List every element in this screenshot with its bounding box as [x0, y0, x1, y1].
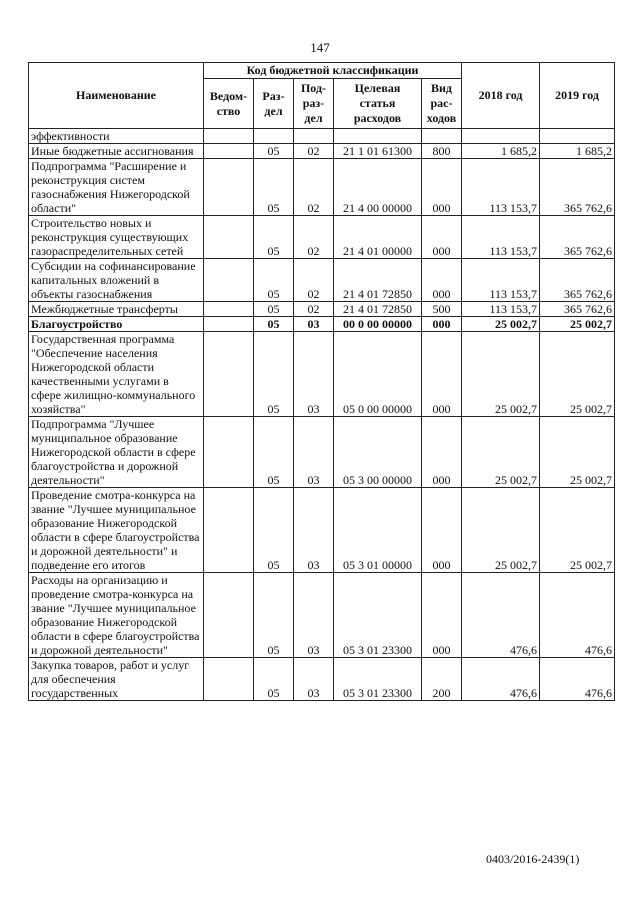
cell-podrazdel: 02: [294, 159, 334, 216]
cell-2018: 25 002,7: [462, 332, 540, 417]
cell-2019: 1 685,2: [540, 144, 615, 159]
cell-podrazdel: 02: [294, 259, 334, 302]
table-row: [29, 317, 615, 332]
cell-vid: 000: [422, 332, 462, 417]
cell-razdel: 05: [254, 332, 294, 417]
col-header-name: Наименование: [29, 63, 204, 129]
col-header-2018: 2018 год: [462, 63, 540, 129]
cell-ved: [204, 332, 254, 417]
cell-name: Межбюджетные трансферты: [29, 302, 204, 317]
cell-razdel: 05: [254, 216, 294, 259]
table-body: [29, 129, 615, 701]
cell-vid: 000: [422, 417, 462, 488]
cell-celevaya: 21 4 01 72850: [334, 259, 422, 302]
cell-celevaya: 05 3 01 00000: [334, 488, 422, 573]
cell-celevaya: [334, 129, 422, 144]
cell-2019: [540, 129, 615, 144]
cell-vid: 800: [422, 144, 462, 159]
cell-ved: [204, 129, 254, 144]
cell-razdel: [254, 129, 294, 144]
col-header-vedomstvo: Ведом- ство: [204, 79, 254, 129]
cell-2019: 365 762,6: [540, 259, 615, 302]
cell-celevaya: 05 3 00 00000: [334, 417, 422, 488]
table-row: [29, 216, 615, 259]
cell-name: Расходы на организацию и проведение смотра-конкурса на звание "Лучшее муниципальное образование Нижегородской области в сфере благоустройства и дорожной деятельности": [29, 573, 204, 658]
table-row: [29, 573, 615, 658]
cell-2019: 365 762,6: [540, 159, 615, 216]
col-header-razdel: Раз- дел: [254, 79, 294, 129]
col-header-vid: Вид рас- ходов: [422, 79, 462, 129]
cell-2018: 113 153,7: [462, 159, 540, 216]
cell-vid: 000: [422, 216, 462, 259]
cell-razdel: 05: [254, 259, 294, 302]
table-row: [29, 332, 615, 417]
cell-podrazdel: 03: [294, 317, 334, 332]
cell-name: Иные бюджетные ассигнования: [29, 144, 204, 159]
cell-2019: 25 002,7: [540, 317, 615, 332]
cell-razdel: 05: [254, 417, 294, 488]
table-header: [29, 63, 615, 129]
cell-ved: [204, 417, 254, 488]
cell-ved: [204, 488, 254, 573]
cell-name: Подпрограмма "Лучшее муниципальное образование Нижегородской области в сфере благоустройства и дорожной деятельности": [29, 417, 204, 488]
cell-name: Государственная программа "Обеспечение населения Нижегородской области качественными услугами в сфере жилищно-коммунального хозяйства": [29, 332, 204, 417]
col-header-2019: 2019 год: [540, 63, 615, 129]
cell-name: Субсидии на софинансирование капитальных вложений в объекты газоснабжения: [29, 259, 204, 302]
cell-celevaya: 21 4 01 00000: [334, 216, 422, 259]
cell-vid: 000: [422, 488, 462, 573]
cell-vid: [422, 129, 462, 144]
cell-2018: 25 002,7: [462, 317, 540, 332]
cell-vid: 000: [422, 573, 462, 658]
cell-podrazdel: 03: [294, 417, 334, 488]
cell-ved: [204, 144, 254, 159]
cell-celevaya: 05 3 01 23300: [334, 573, 422, 658]
cell-2018: 476,6: [462, 658, 540, 701]
cell-podrazdel: 03: [294, 658, 334, 701]
cell-razdel: 05: [254, 302, 294, 317]
cell-ved: [204, 658, 254, 701]
cell-name: Проведение смотра-конкурса на звание "Лучшее муниципальное образование Нижегородской области в сфере благоустройства и дорожной деятельности" и подведение его итогов: [29, 488, 204, 573]
cell-podrazdel: [294, 129, 334, 144]
cell-celevaya: 00 0 00 00000: [334, 317, 422, 332]
cell-podrazdel: 03: [294, 573, 334, 658]
cell-ved: [204, 259, 254, 302]
cell-celevaya: 21 4 01 72850: [334, 302, 422, 317]
cell-vid: 000: [422, 259, 462, 302]
cell-celevaya: 21 4 00 00000: [334, 159, 422, 216]
cell-2019: 25 002,7: [540, 488, 615, 573]
cell-ved: [204, 573, 254, 658]
cell-name: Закупка товаров, работ и услуг для обеспечения государственных: [29, 658, 204, 701]
cell-razdel: 05: [254, 317, 294, 332]
cell-podrazdel: 02: [294, 144, 334, 159]
table-row: [29, 129, 615, 144]
cell-2018: 113 153,7: [462, 302, 540, 317]
cell-2019: 476,6: [540, 658, 615, 701]
cell-razdel: 05: [254, 159, 294, 216]
col-header-podrazdel: Под- раз- дел: [294, 79, 334, 129]
table-row: [29, 658, 615, 701]
cell-razdel: 05: [254, 573, 294, 658]
cell-2019: 25 002,7: [540, 417, 615, 488]
col-header-celevaya: Целевая статья расходов: [334, 79, 422, 129]
cell-2018: [462, 129, 540, 144]
page-number: 147: [310, 40, 330, 55]
cell-ved: [204, 216, 254, 259]
cell-razdel: 05: [254, 144, 294, 159]
table-row: [29, 144, 615, 159]
cell-celevaya: 21 1 01 61300: [334, 144, 422, 159]
table-row: [29, 159, 615, 216]
cell-2019: 365 762,6: [540, 302, 615, 317]
cell-vid: 000: [422, 159, 462, 216]
col-header-group: Код бюджетной классификации: [204, 63, 462, 79]
table-row: [29, 302, 615, 317]
cell-razdel: 05: [254, 658, 294, 701]
cell-vid: 200: [422, 658, 462, 701]
cell-2018: 1 685,2: [462, 144, 540, 159]
cell-vid: 000: [422, 317, 462, 332]
cell-podrazdel: 02: [294, 302, 334, 317]
cell-celevaya: 05 3 01 23300: [334, 658, 422, 701]
cell-name: Благоустройство: [29, 317, 204, 332]
cell-name: Подпрограмма "Расширение и реконструкция систем газоснабжения Нижегородской области": [29, 159, 204, 216]
table-row: [29, 259, 615, 302]
cell-podrazdel: 03: [294, 488, 334, 573]
cell-name: эффективности: [29, 129, 204, 144]
document-code: 0403/2016-2439(1): [486, 852, 580, 866]
cell-2018: 476,6: [462, 573, 540, 658]
cell-razdel: 05: [254, 488, 294, 573]
cell-ved: [204, 302, 254, 317]
cell-2018: 113 153,7: [462, 216, 540, 259]
cell-2019: 25 002,7: [540, 332, 615, 417]
cell-vid: 500: [422, 302, 462, 317]
table-row: [29, 417, 615, 488]
table-row: [29, 488, 615, 573]
cell-ved: [204, 317, 254, 332]
cell-ved: [204, 159, 254, 216]
cell-2018: 25 002,7: [462, 488, 540, 573]
cell-podrazdel: 03: [294, 332, 334, 417]
cell-2018: 25 002,7: [462, 417, 540, 488]
cell-2019: 365 762,6: [540, 216, 615, 259]
cell-name: Строительство новых и реконструкция существующих газораспределительных сетей: [29, 216, 204, 259]
budget-table: [28, 62, 615, 701]
cell-podrazdel: 02: [294, 216, 334, 259]
cell-2019: 476,6: [540, 573, 615, 658]
cell-2018: 113 153,7: [462, 259, 540, 302]
cell-celevaya: 05 0 00 00000: [334, 332, 422, 417]
